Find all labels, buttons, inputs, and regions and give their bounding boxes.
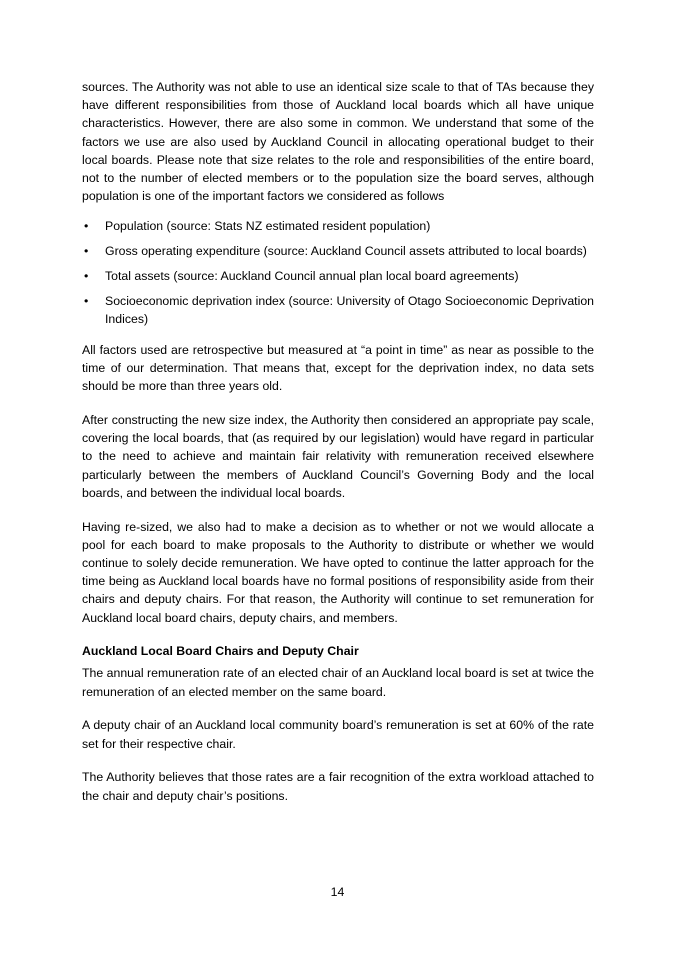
list-item-text: Total assets (source: Auckland Council annual plan local board agreements) xyxy=(105,268,519,283)
section-heading: Auckland Local Board Chairs and Deputy Chair xyxy=(82,644,359,659)
list-item-text: Gross operating expenditure (source: Auckland Council assets attributed to local boards) xyxy=(105,244,587,259)
list-item xyxy=(82,267,594,285)
bullet-icon: • xyxy=(84,219,89,234)
list-item xyxy=(82,292,594,328)
list-item-text: Socioeconomic deprivation index (source: University of Otago Socioeconomic Deprivation Indices) xyxy=(105,293,594,326)
list-item xyxy=(82,217,594,235)
paragraph-deputy-chair-rate: A deputy chair of an Auckland local community board’s remuneration is set at 60% of the rate set for their respective chair. xyxy=(82,718,594,751)
paragraph-fair-recognition: The Authority believes that those rates are a fair recognition of the extra workload attached to the chair and deputy chair’s positions. xyxy=(82,770,594,803)
bullet-icon: • xyxy=(84,268,89,283)
size-factors-list xyxy=(82,217,594,328)
paragraph-pay-scale: After constructing the new size index, the Authority then considered an appropriate pay scale, covering the local boards, that (as required by our legislation) would have regard in particular to the need to achieve and maintain fair relativity with remuneration received elsewhere particularly between the members of Auckland Council’s Governing Body and the local boards, and between the individual local boards. xyxy=(82,413,594,500)
bullet-icon: • xyxy=(84,293,89,308)
list-item-text: Population (source: Stats NZ estimated resident population) xyxy=(105,219,431,234)
paragraph-size-factors: sources. The Authority was not able to use an identical size scale to that of TAs because they have different responsibilities from those of Auckland local boards which all have unique characteristics. However, there are also some in common. We understand that some of the factors we use are also used by Auckland Council in allocating operational budget to their local boards. Please note that size relates to the role and responsibilities of the entire board, not to the number of elected members or to the population size the board serves, although population is one of the important factors we considered as follows xyxy=(82,80,594,204)
list-item xyxy=(82,242,594,260)
bullet-icon: • xyxy=(84,244,89,259)
paragraph-retrospective-factors: All factors used are retrospective but measured at “a point in time” as near as possible to the time of our determination. That means that, except for the deprivation index, no data sets should be more than three years old. xyxy=(82,342,594,394)
paragraph-chair-rate: The annual remuneration rate of an elected chair of an Auckland local board is set at twice the remuneration of an elected member on the same board. xyxy=(82,666,594,699)
paragraph-remuneration-pool: Having re-sized, we also had to make a decision as to whether or not we would allocate a pool for each board to make proposals to the Authority to distribute or whether we would continue to solely decide remuneration. We have opted to continue the latter approach for the time being as Auckland local boards have no formal positions of responsibility aside from their chairs and deputy chairs. For that reason, the Authority will continue to set remuneration for Auckland local board chairs, deputy chairs, and members. xyxy=(82,519,594,625)
page-number: 14 xyxy=(330,885,345,899)
page-content xyxy=(82,78,594,820)
